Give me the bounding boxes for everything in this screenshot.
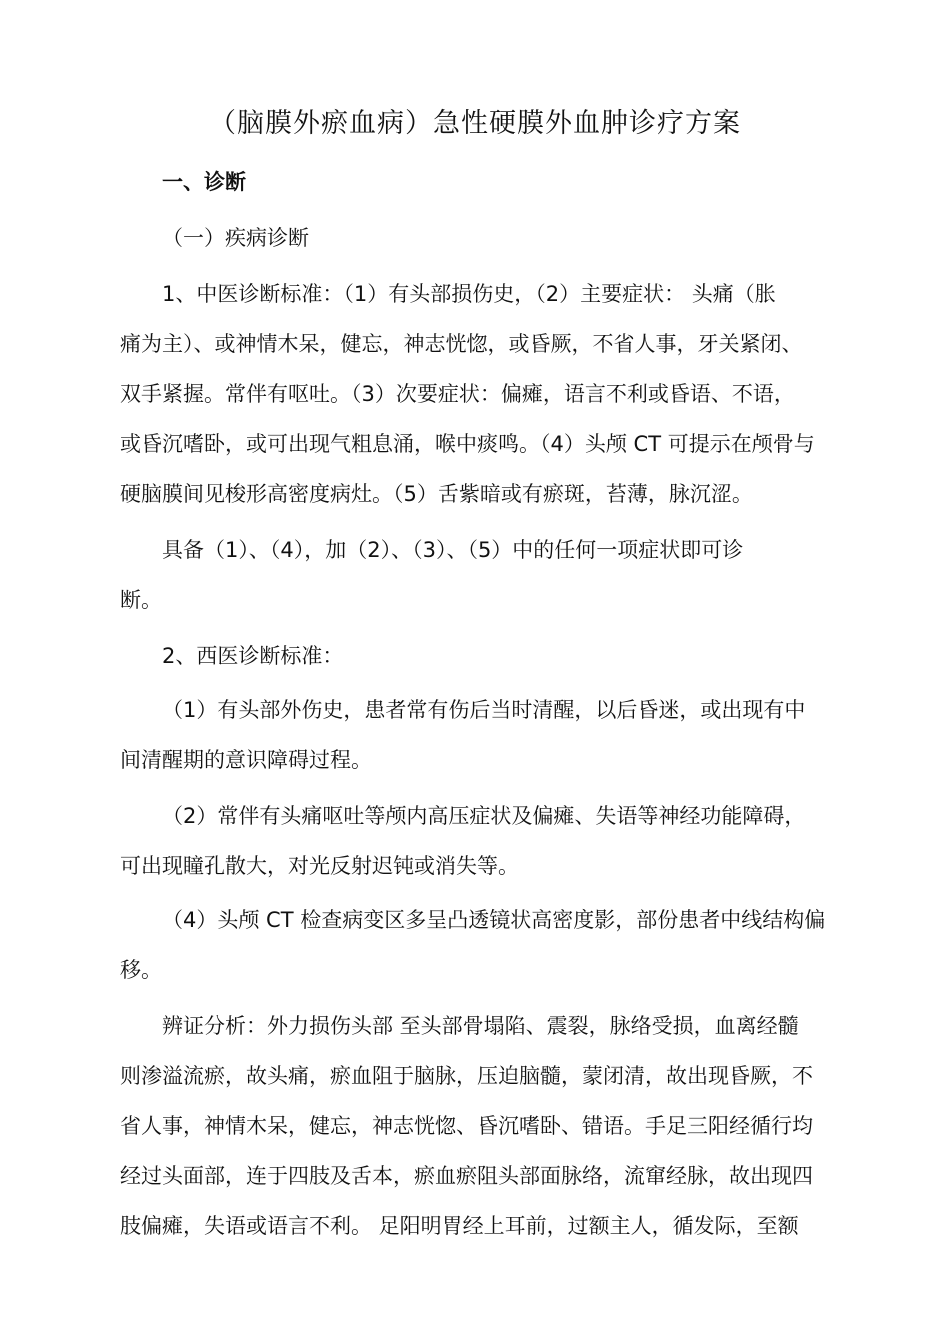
- section-heading-diagnosis: 一、诊断: [162, 170, 246, 194]
- paragraph-line: 痛为主）、或神情木呆，健忘，神志恍惚，或昏厥，不省人事，牙关紧闭、: [120, 332, 803, 356]
- paragraph-line: 移。: [120, 958, 162, 982]
- paragraph-line: 辨证分析：外力损伤头部 至头部骨塌陷、震裂，脉络受损，血离经髓: [162, 1014, 799, 1038]
- paragraph-line: （1）有头部外伤史，患者常有伤后当时清醒，以后昏迷，或出现有中: [162, 698, 806, 722]
- paragraph-line: 省人事，神情木呆，健忘，神志恍惚、昏沉嗜卧、错语。手足三阳经循行均: [120, 1114, 813, 1138]
- paragraph-line: （4）头颅 CT 检查病变区多呈凸透镜状高密度影，部份患者中线结构偏: [162, 908, 826, 932]
- paragraph-line: 具备（1）、（4），加（2）、（3）、（5）中的任何一项症状即可诊: [162, 538, 744, 562]
- document-title: （脑膜外瘀血病）急性硬膜外血肿诊疗方案: [209, 108, 741, 139]
- paragraph-line: 间清醒期的意识障碍过程。: [120, 748, 372, 772]
- paragraph-line: 则渗溢流瘀，故头痛，瘀血阻于脑脉，压迫脑髓，蒙闭清，故出现昏厥，不: [120, 1064, 813, 1088]
- paragraph-line: 断。: [120, 588, 162, 612]
- paragraph-line: 硬脑膜间见梭形高密度病灶。（5）舌紫暗或有瘀斑，苔薄，脉沉涩。: [120, 482, 753, 506]
- paragraph-line: 1、中医诊断标准：（1）有头部损伤史，（2）主要症状： 头痛（胀: [162, 282, 776, 306]
- paragraph-line: 双手紧握。常伴有呕吐。（3）次要症状：偏瘫，语言不利或昏语、不语，: [120, 382, 795, 406]
- paragraph-line: （2）常伴有头痛呕吐等颅内高压症状及偏瘫、失语等神经功能障碍，: [162, 804, 806, 828]
- subsection-heading-disease-diagnosis: （一）疾病诊断: [162, 226, 309, 250]
- paragraph-line: 经过头面部，连于四肢及舌本，瘀血瘀阻头部面脉络，流窜经脉，故出现四: [120, 1164, 813, 1188]
- paragraph-line: 可出现瞳孔散大，对光反射迟钝或消失等。: [120, 854, 519, 878]
- paragraph-line: 肢偏瘫，失语或语言不利。 足阳明胃经上耳前，过额主人，循发际，至额: [120, 1214, 799, 1238]
- paragraph-line: 2、西医诊断标准：: [162, 644, 344, 668]
- paragraph-line: 或昏沉嗜卧，或可出现气粗息涌，喉中痰鸣。（4）头颅 CT 可提示在颅骨与: [120, 432, 815, 456]
